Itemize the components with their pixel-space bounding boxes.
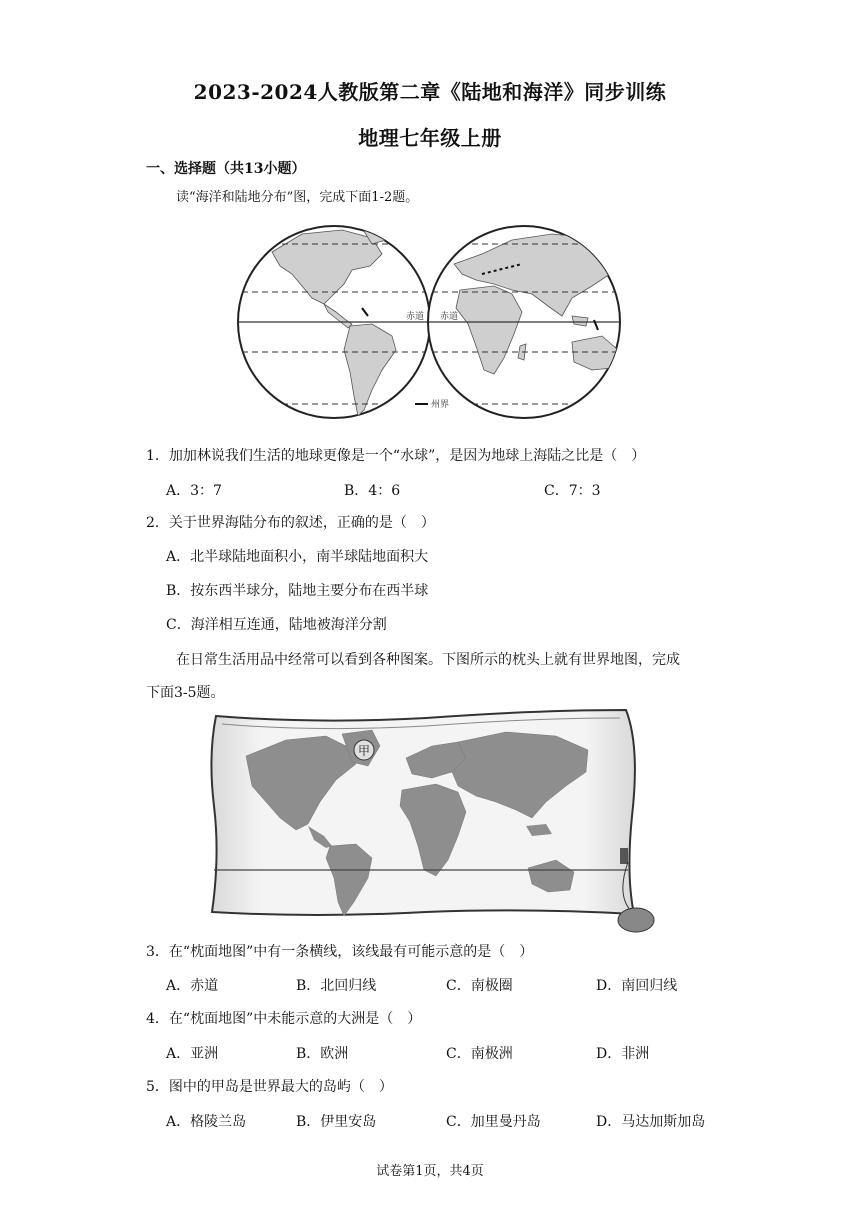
question-3-text: 3．在“枕面地图”中有一条横线，该线最有可能示意的是（ ） [146,944,534,960]
legend-label: 州界 [431,400,450,410]
q2-option-c[interactable]: C．海洋相互连通，陆地被海洋分割 [166,617,387,633]
q3-option-a[interactable]: A．赤道 [166,978,219,994]
pillow-map [196,706,662,936]
q1-option-c[interactable]: C．7：3 [544,483,601,499]
section-heading: 一、选择题（共13小题） [146,161,306,177]
q2-option-a[interactable]: A．北半球陆地面积小，南半球陆地面积大 [166,549,429,565]
intro-text-3-5-line2: 下面3-5题。 [146,685,225,701]
page-footer: 试卷第1页，共4页 [376,1164,484,1179]
intro-text-3-5-line1: 在日常生活用品中经常可以看到各种图案。下图所示的枕头上就有世界地图，完成 [176,652,680,668]
question-1-text: 1．加加林说我们生活的地球更像是一个“水球”，是因为地球上海陆之比是（ ） [146,448,646,464]
q1-option-a[interactable]: A．3：7 [166,483,222,499]
page-subtitle: 地理七年级上册 [358,126,502,150]
q2-option-b[interactable]: B．按东西半球分，陆地主要分布在西半球 [166,583,429,599]
equator-label-east: 赤道 [440,312,459,322]
equator-label-west: 赤道 [406,312,425,322]
q4-option-d[interactable]: D．非洲 [596,1046,650,1062]
q1-option-b[interactable]: B．4：6 [344,483,401,499]
question-5-text: 5．图中的甲岛是世界最大的岛屿（ ） [146,1079,393,1095]
island-jia-label: 甲 [358,744,371,758]
page-title: 2023-2024人教版第二章《陆地和海洋》同步训练 [193,80,667,104]
q5-option-c[interactable]: C．加里曼丹岛 [446,1114,541,1130]
pillow-tag-icon [620,848,628,864]
question-4-text: 4．在“枕面地图”中未能示意的大洲是（ ） [146,1011,422,1027]
western-hemisphere [232,226,436,418]
eastern-hemisphere [422,226,632,418]
q3-option-c[interactable]: C．南极圈 [446,978,513,994]
hemispheres-map [232,224,632,428]
q4-option-c[interactable]: C．南极洲 [446,1046,513,1062]
intro-text-1-2: 读“海洋和陆地分布”图，完成下面1-2题。 [176,190,419,205]
question-2-text: 2．关于世界海陆分布的叙述，正确的是（ ） [146,515,435,531]
q3-option-b[interactable]: B．北回归线 [296,978,377,994]
q4-option-a[interactable]: A．亚洲 [166,1046,219,1062]
q4-option-b[interactable]: B．欧洲 [296,1046,349,1062]
q5-option-a[interactable]: A．格陵兰岛 [166,1114,247,1130]
q5-option-b[interactable]: B．伊里安岛 [296,1114,377,1130]
q5-option-d[interactable]: D．马达加斯加岛 [596,1114,706,1130]
q3-option-d[interactable]: D．南回归线 [596,978,678,994]
